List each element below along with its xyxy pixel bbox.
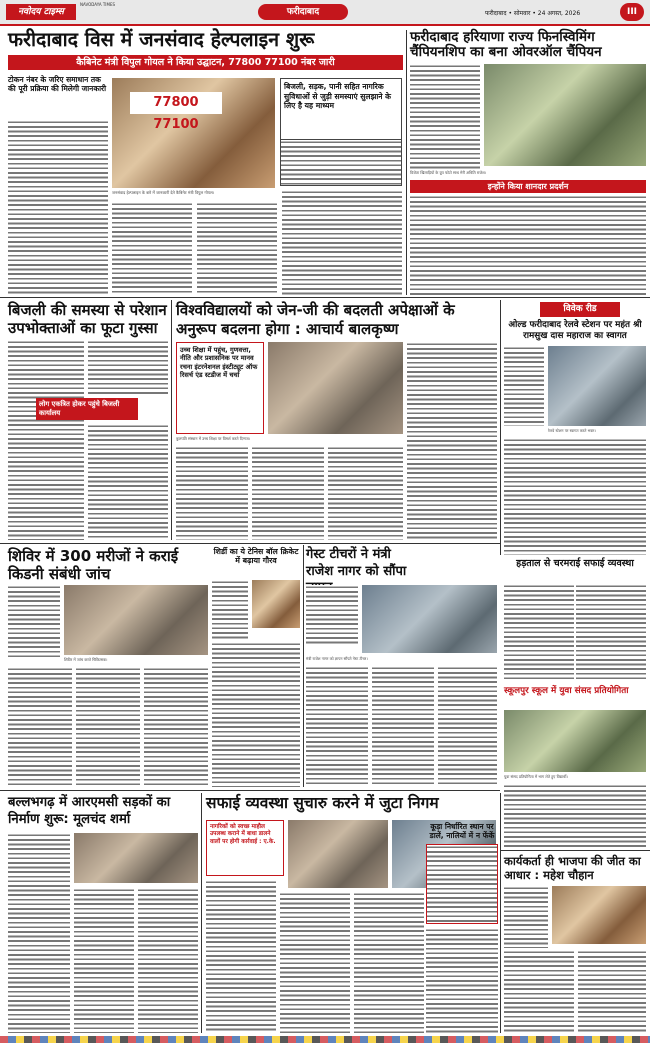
guest-teacher-body-4 — [438, 666, 497, 787]
page-number: III — [620, 3, 644, 21]
strike-body-1 — [504, 584, 574, 682]
road-body-1 — [8, 833, 70, 1033]
university-headline: विश्वविद्यालयों को जेन-जी की बदलती अपेक्षाओं के अनुरूप बदलना होगा : आचार्य बालकृष्ण — [176, 301, 455, 338]
row-rule — [0, 543, 500, 544]
bjp-body-3 — [578, 950, 646, 1033]
top-story-quote-detail — [280, 140, 402, 186]
university-body-3 — [328, 446, 403, 540]
sanitation-body-2 — [280, 892, 350, 1033]
guest-teacher-body-3 — [372, 666, 434, 787]
swimming-body-1 — [410, 64, 480, 169]
top-story-body-4 — [282, 190, 402, 295]
top-story-subhead: कैबिनेट मंत्री विपुल गोयल ने किया उद्घाटन, 77800 77100 नंबर जारी — [8, 55, 403, 70]
row-rule — [0, 297, 650, 298]
column-rule — [171, 300, 172, 540]
school-photo — [504, 710, 646, 772]
electricity-body-3 — [88, 424, 168, 540]
bjp-body-1 — [504, 886, 548, 948]
swimming-photo-caption: विजेता खिलाड़ियों के ग्रुप फोटो साथ मेरी अथिति राजेश। — [410, 170, 487, 175]
top-story-body-2 — [112, 202, 192, 295]
camp-body-4 — [144, 667, 208, 787]
guest-teacher-body-1 — [306, 585, 358, 645]
road-body-2 — [74, 888, 134, 1033]
logo: नवोदय टाइम्स — [6, 4, 76, 20]
strike-body-2 — [576, 584, 646, 682]
logo-sub: NAVODAYA TIMES — [80, 2, 116, 7]
road-body-3 — [138, 888, 198, 1033]
bjp-photo — [552, 886, 646, 944]
top-story-quote: बिजली, सड़क, पानी सहित नागरिक सुविधाओं से जुड़ी समस्याएं सुलझाने के लिए है यह माध्यम — [284, 82, 391, 110]
electricity-body-1 — [8, 340, 84, 540]
swimming-winners-list — [410, 195, 646, 295]
university-body-4 — [407, 342, 497, 540]
swimming-photo — [484, 64, 646, 166]
footer-strip — [0, 1036, 650, 1043]
sanitation-headline: सफाई व्यवस्था सुचारु करने में जुटा निगम — [206, 794, 439, 812]
top-story-quote-box — [280, 78, 402, 140]
railway-photo — [548, 346, 646, 426]
railway-headline: ओल्ड फरीदाबाद रेलवे स्टेशन पर महंत श्री रामसुख दास महाराज का स्वागत — [508, 320, 642, 341]
bjp-headline: कार्यकर्ता ही भाजपा की जीत का आधार : महेश चौहान — [504, 854, 641, 882]
school-headline: स्कूलपुर स्कूल में युवा संसद प्रतियोगिता — [504, 686, 629, 696]
electricity-inset: लोग एकत्रित होकर पहुंचे बिजली कार्यालय — [36, 398, 138, 420]
railway-body-1 — [504, 346, 544, 426]
swimming-headline: फरीदाबाद हरियाणा राज्य फिनस्विमिंग चैंपियनशिप का बना ओवरऑल चैंपियन — [410, 29, 602, 60]
edition-label: फरीदाबाद — [258, 4, 348, 20]
top-story-photo-caption: जनसंवाद हेल्पलाइन के बारे में जानकारी देते कैबिनेट मंत्री विपुल गोयल। — [112, 190, 215, 195]
top-story-headline: फरीदाबाद विस में जनसंवाद हेल्पलाइन शुरू — [8, 28, 315, 51]
bjp-body-2 — [504, 950, 574, 1033]
masthead — [0, 0, 650, 26]
camp-headline: शिविर में 300 मरीजों ने कराई किडनी संबंधी जांच — [8, 547, 179, 583]
camp-body-3 — [76, 667, 140, 787]
camp-photo-caption: शिविर में जांच करते चिकित्सक। — [64, 657, 108, 662]
guest-teacher-headline: गेस्ट टीचरों ने मंत्री राजेश नागर को सौंपा ज्ञापन — [306, 547, 407, 595]
top-story-photo — [112, 78, 275, 188]
garbage-body — [426, 928, 498, 1033]
garbage-box — [426, 844, 498, 924]
top-story-sidebar-title: टोकन नंबर के जरिए समाधान तक की पूरी प्रक्रिया की मिलेगी जानकारी — [8, 75, 107, 93]
guest-teacher-body-2 — [306, 666, 368, 787]
garbage-headline: कूड़ा निर्धारित स्थान पर डालें, नालियों में न फेंकें — [429, 822, 495, 841]
column-rule — [500, 300, 501, 555]
camp-body-1 — [8, 585, 60, 657]
column-rule — [500, 793, 501, 1033]
sanitation-body-3 — [354, 892, 424, 1033]
tennis-headline: शिर्डी का ये टेनिस बॉल क्रिकेट में बढ़ाया गौरव — [213, 547, 299, 566]
guest-teacher-photo — [362, 585, 497, 653]
electricity-headline: बिजली की समस्या से परेशान उपभोक्ताओं का फूटा गुस्सा — [8, 301, 167, 337]
railway-photo-caption: रेलवे स्टेशन पर स्वागत करते भक्त। — [548, 428, 596, 433]
university-pullquote-text: उच्च शिक्षा में पहुंच, गुणवत्ता, नीति और प्रशासनिक पर मानव रचना इंटरनेशनल इंस्टीट्यूट ऑफ रिसर्च एंड स्टडीज में चर्चा — [180, 346, 258, 380]
row-rule — [0, 790, 500, 791]
camp-photo — [64, 585, 208, 655]
top-story-body-1 — [8, 120, 108, 295]
road-headline: बल्लभगढ़ में आरएमसी सड़कों का निर्माण शुरू: मूलचंद शर्मा — [8, 795, 171, 827]
railway-kicker: विवेक रीड — [540, 302, 620, 317]
sanitation-photo-1 — [288, 820, 388, 888]
helpline-banner: 77800 77100 — [130, 92, 222, 114]
university-photo — [268, 342, 403, 434]
column-rule — [406, 30, 407, 295]
swimming-box-title: इन्होंने किया शानदार प्रदर्शन — [410, 180, 646, 193]
electricity-body-2 — [88, 340, 168, 395]
guest-teacher-photo-caption: मंत्री राजेश नागर को ज्ञापन सौंपते गेस्ट टीचर। — [306, 656, 368, 661]
school-body — [504, 784, 646, 848]
sanitation-quote: नागरिकों को स्वच्छ माहौल उपलब्ध कराने में बाधा डालने वालों पर होगी कार्रवाई : ए.के. — [210, 824, 276, 845]
university-body-2 — [252, 446, 324, 540]
tennis-body-2 — [212, 642, 300, 787]
railway-body-2 — [504, 438, 646, 555]
strike-headline: हड़ताल से चरमराई सफाई व्यवस्था — [516, 558, 634, 569]
column-rule — [303, 545, 304, 787]
university-body-1 — [176, 446, 248, 540]
top-story-body-3 — [197, 202, 277, 295]
row-rule — [500, 850, 650, 851]
camp-body-2 — [8, 667, 72, 787]
university-pullquote — [176, 342, 264, 434]
university-photo-caption: कुलपति संस्थान में उच्च शिक्षा पर विमर्श करते दिग्गज। — [176, 436, 251, 441]
date-line: फरीदाबाद • सोमवार • 24 अगस्त, 2026 — [485, 10, 581, 17]
sanitation-body-1 — [206, 880, 276, 1033]
column-rule — [201, 793, 202, 1033]
tennis-photo — [252, 580, 300, 628]
school-photo-caption: युवा संसद प्रतियोगिता में भाग लेते हुए विद्यार्थी। — [504, 774, 568, 779]
tennis-body-1 — [212, 580, 248, 640]
sanitation-quote-box — [206, 820, 284, 876]
road-photo — [74, 833, 198, 883]
